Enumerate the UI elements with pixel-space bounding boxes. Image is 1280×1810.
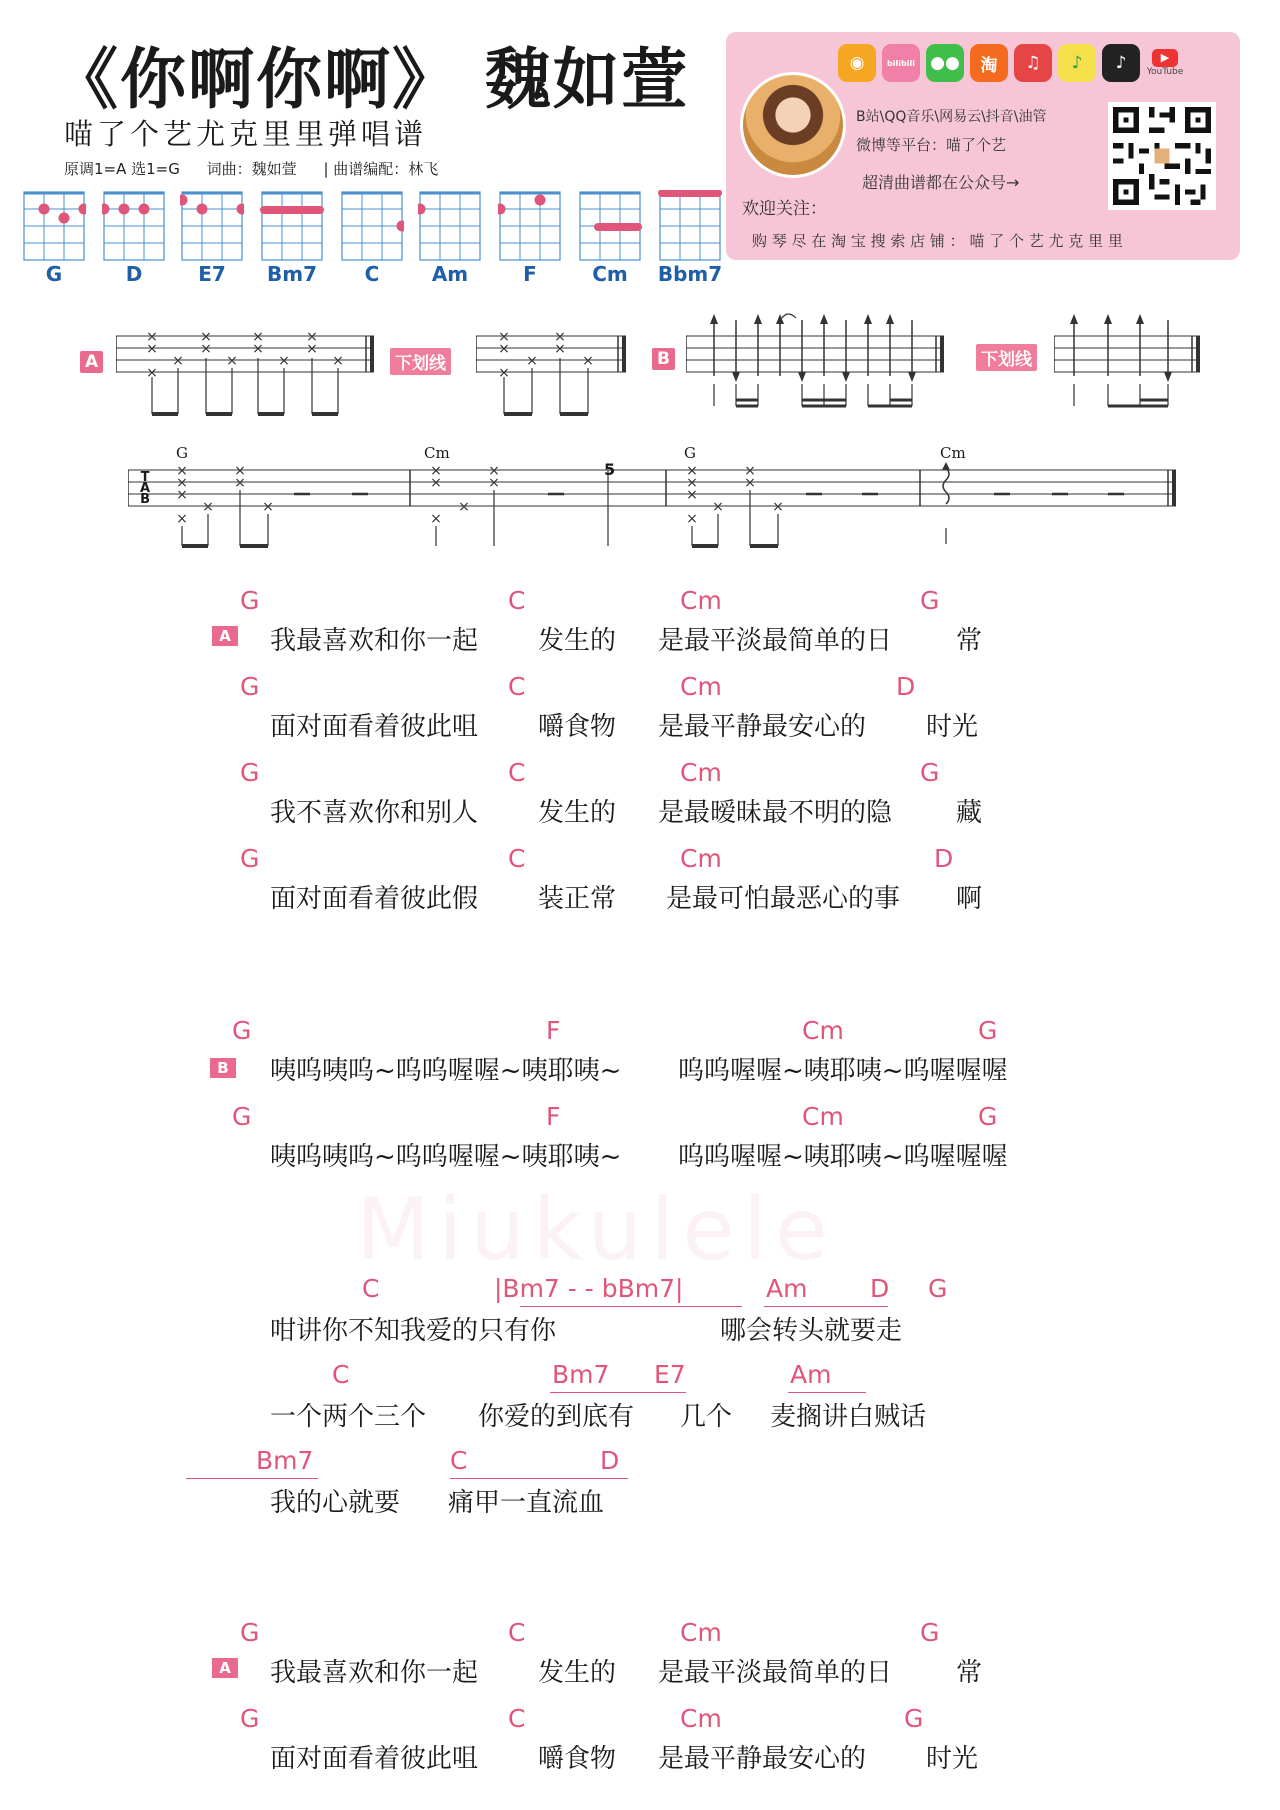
- section-marker-a: A: [212, 626, 238, 646]
- chord-diagram-c: [340, 190, 404, 262]
- lyric-chord: D: [600, 1446, 620, 1475]
- bilibili-label: bilibili: [887, 58, 915, 68]
- chord-diagram-g: [22, 190, 86, 262]
- svg-text:×: ×: [176, 511, 188, 527]
- svg-text:×: ×: [278, 353, 290, 369]
- intro-tab-staff: [128, 440, 1180, 550]
- svg-text:×: ×: [306, 329, 318, 345]
- lyric-line: 嚼食物: [538, 712, 617, 742]
- svg-text:×: ×: [146, 365, 158, 381]
- lyric-line: 麦搁讲白贼话: [770, 1402, 927, 1432]
- chord-label: F: [523, 262, 537, 286]
- lyric-chord: E7: [654, 1360, 686, 1389]
- strum-pattern-b: [686, 312, 948, 422]
- lyric-line: 咦呜咦呜~呜呜喔喔~咦耶咦~: [270, 1056, 622, 1086]
- lyric-chord: G: [240, 586, 260, 615]
- youtube-play-icon: ▶: [1152, 49, 1178, 67]
- strum-pattern-a: [116, 322, 376, 422]
- subtitle: 喵了个艺尤克里里弹唱谱: [64, 117, 428, 151]
- lyric-chord: D: [934, 844, 954, 873]
- chord-diagram-cm: [578, 190, 642, 262]
- lyric-chord: G: [920, 758, 940, 787]
- lyric-line: 痛甲一直流血: [448, 1488, 605, 1518]
- lyric-line: 几个: [680, 1402, 733, 1432]
- youtube-icon[interactable]: [1146, 44, 1184, 82]
- svg-text:×: ×: [554, 329, 566, 345]
- lyric-chord: Cm: [802, 1016, 844, 1045]
- lyric-chord: G: [978, 1016, 998, 1045]
- chord-label: C: [364, 262, 380, 286]
- svg-text:×: ×: [234, 463, 246, 479]
- svg-text:×: ×: [306, 341, 318, 357]
- chord-label: E7: [198, 262, 226, 286]
- lyric-line: 是最平静最安心的: [658, 1744, 867, 1774]
- lyric-chord: G: [920, 1618, 940, 1647]
- svg-text:×: ×: [262, 499, 274, 515]
- lyric-chord: G: [978, 1102, 998, 1131]
- key-info: 原调1=A 选1=G: [64, 160, 180, 178]
- svg-text:×: ×: [234, 475, 246, 491]
- svg-text:×: ×: [582, 353, 594, 369]
- svg-text:×: ×: [200, 341, 212, 357]
- svg-text:×: ×: [226, 353, 238, 369]
- chord-underline: [764, 1306, 888, 1307]
- chord-label: Bm7: [267, 262, 317, 286]
- lyricist-info: 词曲：魏如萱: [206, 160, 297, 178]
- lyric-line: 我的心就要: [270, 1488, 401, 1518]
- douyin-icon[interactable]: ♪: [1102, 44, 1140, 82]
- lyric-chord: C: [508, 844, 526, 873]
- lyric-chord: C: [508, 672, 526, 701]
- chord-diagram-am: [418, 190, 482, 262]
- svg-text:×: ×: [430, 463, 442, 479]
- lyric-chord: C: [508, 1704, 526, 1733]
- lyric-line: 时光: [926, 712, 979, 742]
- chord-label: Bbm7: [657, 262, 723, 286]
- svg-text:×: ×: [176, 475, 188, 491]
- chord-diagram-e7: [180, 190, 244, 262]
- svg-text:×: ×: [430, 475, 442, 491]
- lyric-chord: F: [546, 1102, 561, 1131]
- svg-text:×: ×: [498, 329, 510, 345]
- lyric-line: 是最平淡最简单的日: [658, 1658, 893, 1688]
- promo-box: [726, 32, 1240, 260]
- svg-text:×: ×: [686, 463, 698, 479]
- svg-text:×: ×: [712, 499, 724, 515]
- account-line: 超清曲谱都在公众号→: [862, 173, 1020, 192]
- taobao-icon[interactable]: [970, 44, 1008, 82]
- netease-music-icon[interactable]: ♫: [1014, 44, 1052, 82]
- lyric-chord: G: [240, 844, 260, 873]
- svg-text:×: ×: [686, 511, 698, 527]
- measure-number: 5: [604, 460, 616, 479]
- intro-chord-label: G: [684, 444, 696, 462]
- chord-diagram-d: [102, 190, 166, 262]
- weibo-icon[interactable]: ◉: [838, 44, 876, 82]
- follow-text: 欢迎关注：: [742, 199, 827, 219]
- lyric-chord: G: [232, 1016, 252, 1045]
- lyric-line: 呜呜喔喔~咦耶咦~呜喔喔喔: [678, 1142, 1008, 1172]
- underline-label-a: 下划线: [390, 348, 451, 375]
- chord-label: Am: [431, 262, 469, 286]
- svg-text:×: ×: [146, 341, 158, 357]
- lyric-line: 你爱的到底有: [478, 1402, 635, 1432]
- chord-diagram-bm7: [260, 190, 324, 262]
- lyric-line: 藏: [956, 798, 983, 828]
- svg-text:×: ×: [430, 511, 442, 527]
- svg-text:×: ×: [526, 353, 538, 369]
- svg-text:×: ×: [252, 341, 264, 357]
- lyric-chord: G: [240, 758, 260, 787]
- lyric-chord: C: [508, 1618, 526, 1647]
- lyric-chord: Bm7: [552, 1360, 610, 1389]
- lyric-line: 是最可怕最恶心的事: [666, 884, 901, 914]
- lyric-line: 发生的: [538, 626, 617, 656]
- tab-clef-a: A: [140, 481, 151, 496]
- taobao-glyph: 淘: [980, 55, 998, 76]
- lyric-line: 一个两个三个: [270, 1402, 427, 1432]
- svg-text:×: ×: [458, 499, 470, 515]
- arranger-info: | 曲谱编配：林飞: [323, 160, 439, 178]
- lyric-chord: |Bm7 - - bBm7|: [494, 1274, 684, 1303]
- section-a-label: A: [80, 351, 103, 373]
- chord-diagram-bbm7: [658, 190, 722, 262]
- lyric-chord: C: [508, 586, 526, 615]
- svg-text:×: ×: [146, 329, 158, 345]
- svg-text:×: ×: [744, 475, 756, 491]
- strum-pattern-a-underline: [476, 322, 628, 422]
- lyric-chord: G: [232, 1102, 252, 1131]
- lyric-chord: C: [508, 758, 526, 787]
- lyric-chord: D: [896, 672, 916, 701]
- chord-underline: [450, 1478, 628, 1479]
- svg-text:×: ×: [498, 341, 510, 357]
- svg-text:×: ×: [176, 487, 188, 503]
- lyric-line: 面对面看着彼此咀: [270, 712, 479, 742]
- platforms-line2: 微博等平台：喵了个艺: [856, 136, 1007, 154]
- svg-text:×: ×: [200, 329, 212, 345]
- lyric-chord: C: [450, 1446, 468, 1475]
- lyric-line: 咦呜咦呜~呜呜喔喔~咦耶咦~: [270, 1142, 622, 1172]
- youtube-label: YouTube: [1146, 67, 1184, 77]
- lyric-chord: Cm: [680, 758, 722, 787]
- chord-underline: [520, 1306, 742, 1307]
- tab-clef: [140, 472, 150, 505]
- lyric-line: 面对面看着彼此咀: [270, 1744, 479, 1774]
- lyric-line: 啊: [956, 884, 983, 914]
- intro-chord-label: Cm: [940, 444, 966, 462]
- section-marker-a: A: [212, 1658, 238, 1678]
- svg-text:×: ×: [498, 365, 510, 381]
- svg-text:×: ×: [176, 463, 188, 479]
- lyric-line: 哪会转头就要走: [720, 1316, 903, 1346]
- lyric-line: 我最喜欢和你一起: [270, 626, 479, 656]
- strum-pattern-b-underline: [1054, 312, 1204, 422]
- avatar: [740, 72, 846, 178]
- svg-text:×: ×: [686, 487, 698, 503]
- lyric-chord: G: [240, 1618, 260, 1647]
- bilibili-icon[interactable]: [882, 44, 920, 82]
- chord-diagram-f: [498, 190, 562, 262]
- chord-label: D: [125, 262, 143, 286]
- svg-text:×: ×: [488, 463, 500, 479]
- lyric-line: 常: [956, 1658, 983, 1688]
- lyric-chord: G: [928, 1274, 948, 1303]
- lyric-chord: Bm7: [256, 1446, 314, 1475]
- lyric-chord: Cm: [802, 1102, 844, 1131]
- tab-clef-t: T: [140, 470, 150, 485]
- lyric-line: 我最喜欢和你一起: [270, 1658, 479, 1688]
- intro-chord-label: Cm: [424, 444, 450, 462]
- platforms-line1: B站\QQ音乐\网易云\抖音\油管: [856, 109, 1047, 125]
- credits: [64, 158, 460, 179]
- chord-underline: [788, 1392, 866, 1393]
- svg-text:×: ×: [772, 499, 784, 515]
- chord-underline: [550, 1392, 686, 1393]
- lyric-chord: Am: [766, 1274, 808, 1303]
- lyric-chord: Am: [790, 1360, 832, 1389]
- svg-text:×: ×: [488, 475, 500, 491]
- lyric-line: 呜呜喔喔~咦耶咦~呜喔喔喔: [678, 1056, 1008, 1086]
- lyric-line: 我不喜欢你和别人: [270, 798, 479, 828]
- lyric-line: 是最暧昧最不明的隐: [658, 798, 893, 828]
- lyric-chord: Cm: [680, 672, 722, 701]
- lyric-line: 是最平静最安心的: [658, 712, 867, 742]
- svg-text:×: ×: [554, 341, 566, 357]
- lyric-chord: G: [240, 1704, 260, 1733]
- lyric-chord: G: [920, 586, 940, 615]
- lyric-chord: C: [332, 1360, 350, 1389]
- qr-code[interactable]: [1108, 102, 1216, 210]
- lyric-line: 发生的: [538, 1658, 617, 1688]
- svg-text:×: ×: [332, 353, 344, 369]
- song-title: 《你啊你啊》 魏如萱: [52, 41, 689, 118]
- lyric-chord: G: [240, 672, 260, 701]
- lyric-line: 常: [956, 626, 983, 656]
- shop-text: 购 琴 尽 在 淘 宝 搜 索 店 铺 ： 喵 了 个 艺 尤 克 里 里: [752, 232, 1123, 250]
- section-marker-b: B: [210, 1058, 236, 1078]
- section-b-label: B: [652, 348, 675, 370]
- lyric-chord: G: [904, 1704, 924, 1733]
- lyric-line: 面对面看着彼此假: [270, 884, 479, 914]
- svg-text:×: ×: [686, 475, 698, 491]
- lyric-chord: Cm: [680, 1618, 722, 1647]
- lyric-chord: Cm: [680, 586, 722, 615]
- chord-underline: [186, 1478, 318, 1479]
- intro-chord-label: G: [176, 444, 188, 462]
- watermark: Miukulele: [356, 1180, 836, 1280]
- lyric-line: 咁讲你不知我爱的只有你: [270, 1316, 557, 1346]
- lyric-line: 装正常: [538, 884, 617, 914]
- wechat-icon[interactable]: ●●: [926, 44, 964, 82]
- lyric-chord: D: [870, 1274, 890, 1303]
- lyric-chord: Cm: [680, 1704, 722, 1733]
- lyric-chord: C: [362, 1274, 380, 1303]
- svg-text:×: ×: [744, 463, 756, 479]
- underline-label-b: 下划线: [976, 344, 1037, 371]
- lyric-line: 时光: [926, 1744, 979, 1774]
- chord-label: Cm: [592, 262, 628, 286]
- tab-clef-b: B: [140, 492, 150, 507]
- svg-text:×: ×: [172, 353, 184, 369]
- lyric-line: 嚼食物: [538, 1744, 617, 1774]
- chord-label: G: [45, 262, 63, 286]
- lyric-chord: F: [546, 1016, 561, 1045]
- lyric-line: 发生的: [538, 798, 617, 828]
- lyric-chord: Cm: [680, 844, 722, 873]
- qq-music-icon[interactable]: ♪: [1058, 44, 1096, 82]
- svg-text:×: ×: [202, 499, 214, 515]
- svg-text:×: ×: [252, 329, 264, 345]
- lyric-line: 是最平淡最简单的日: [658, 626, 893, 656]
